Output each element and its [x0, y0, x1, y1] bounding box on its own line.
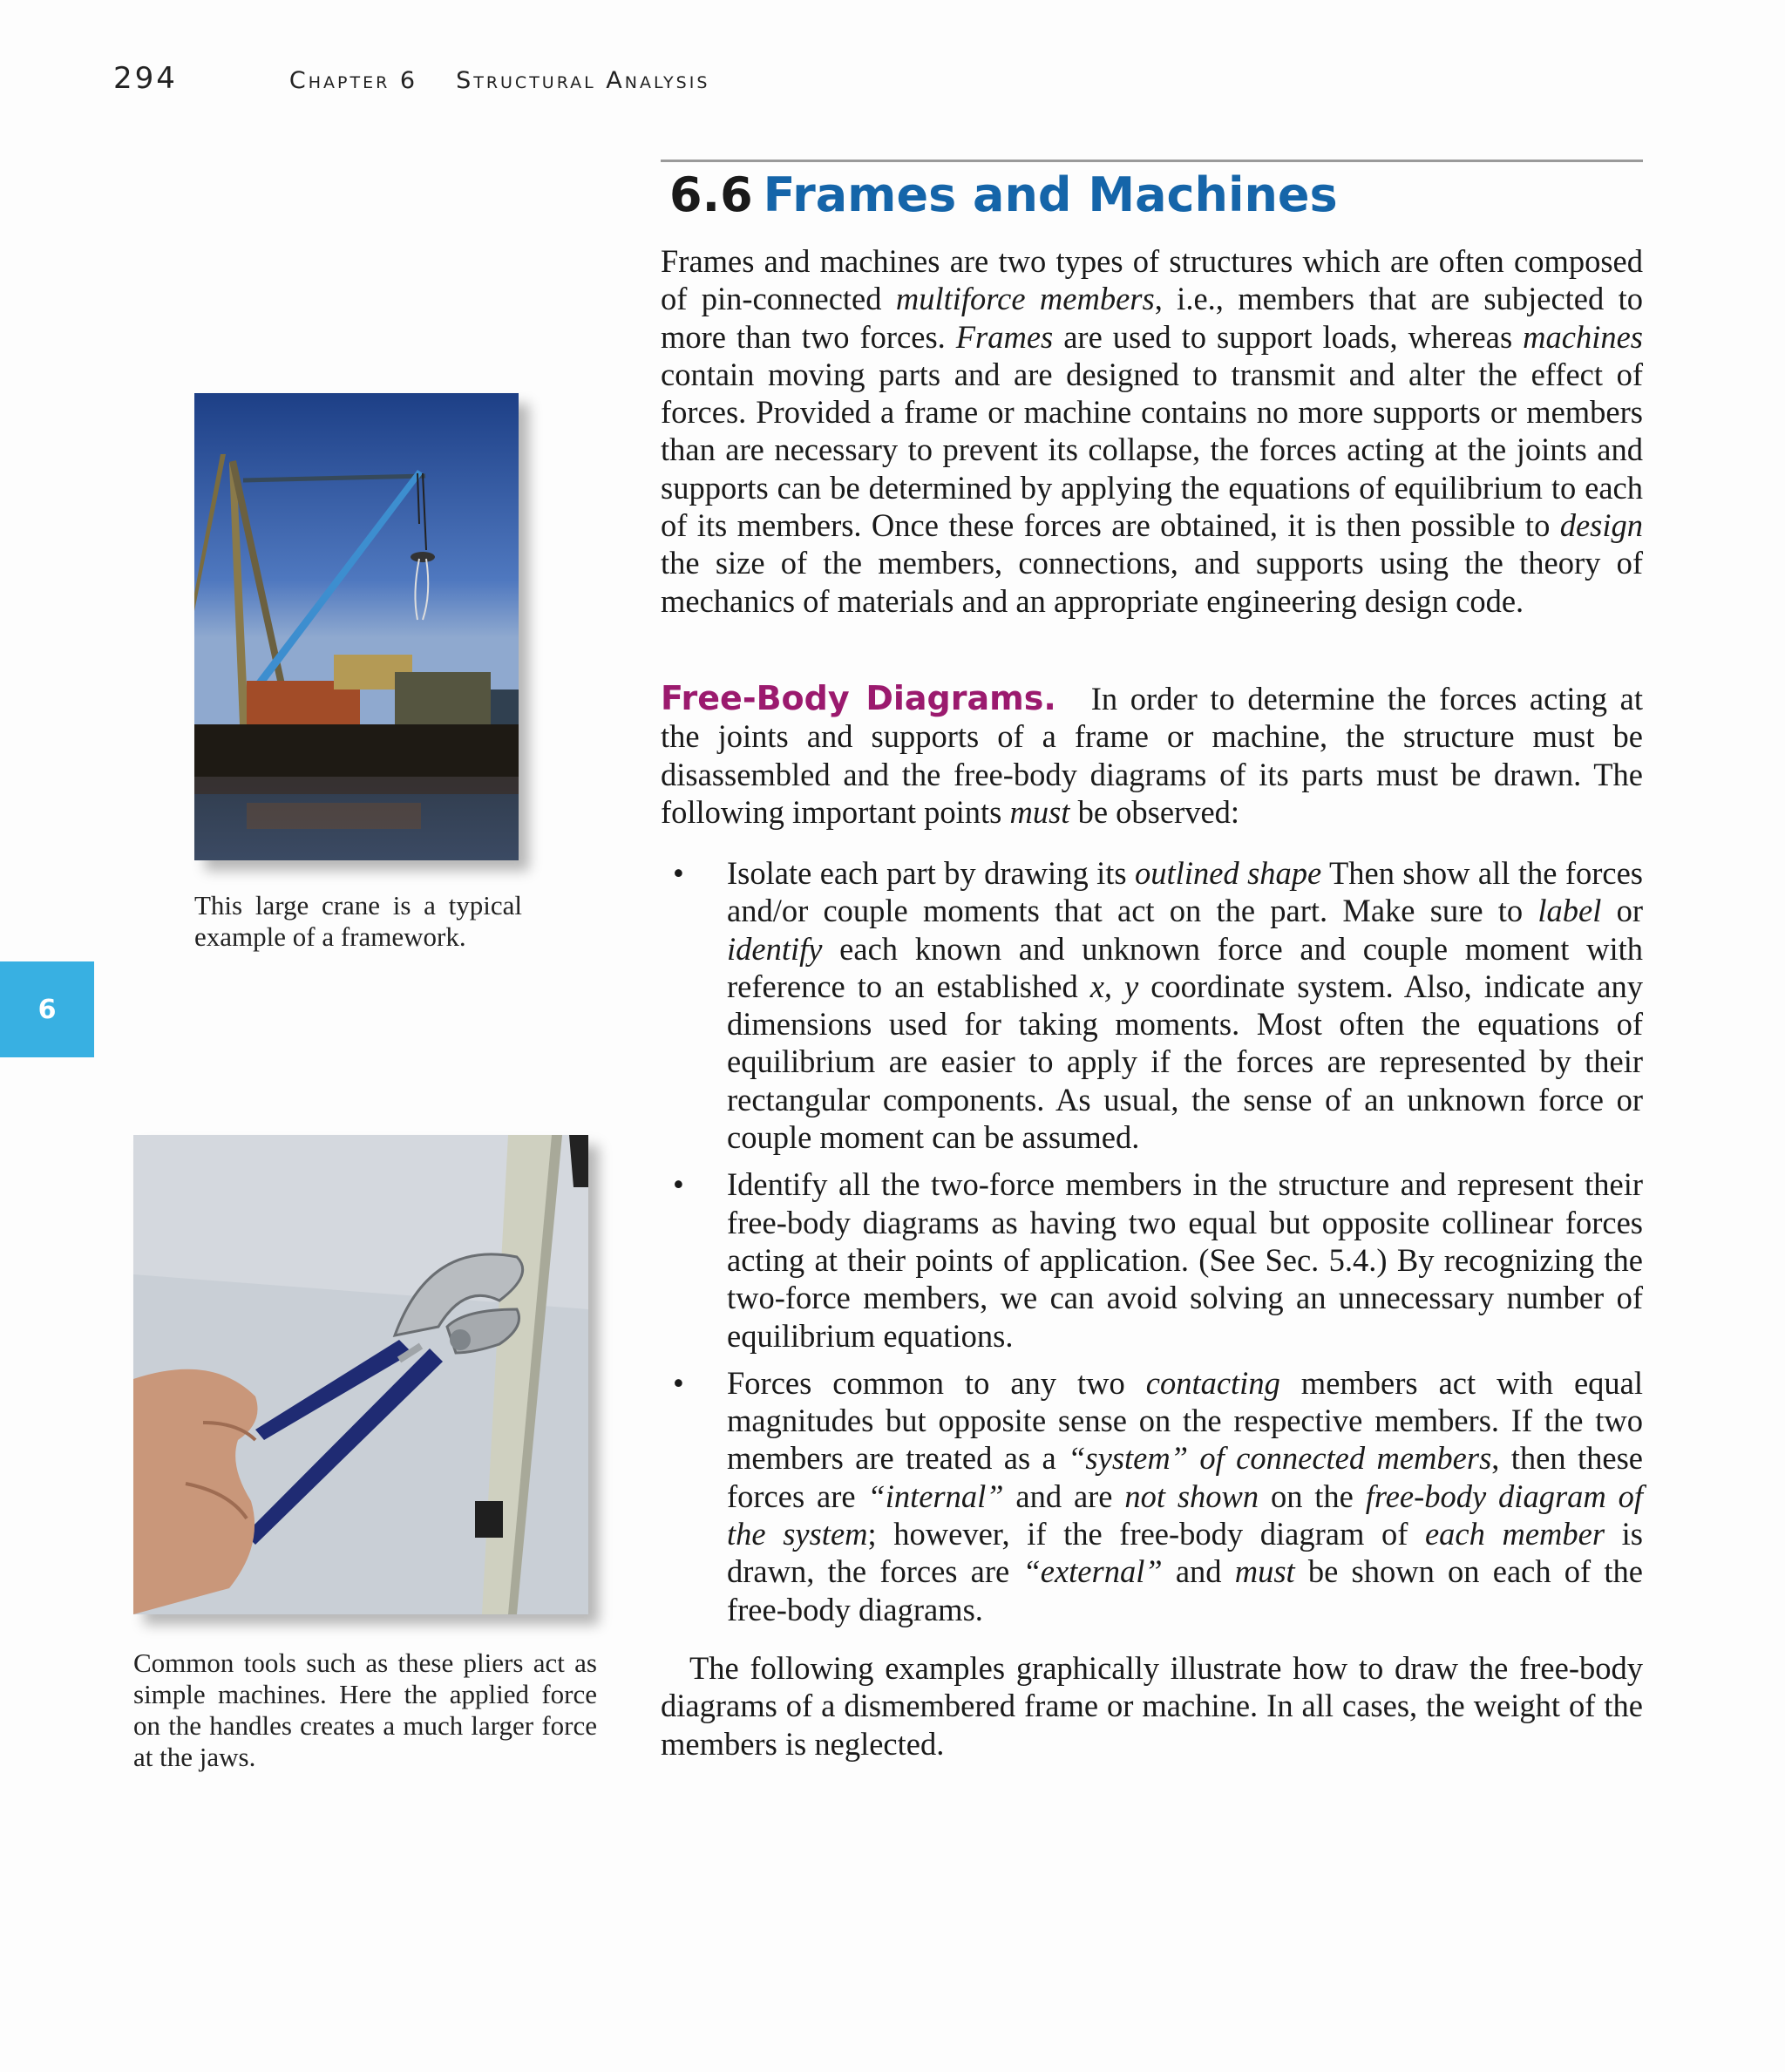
- pliers-caption: Common tools such as these pliers act as simple machines. Here the applied force on the handles creates a much larger force at the jaws.: [133, 1647, 597, 1772]
- emphasis: design: [1559, 507, 1643, 544]
- emphasis: machines: [1523, 318, 1643, 355]
- emphasis: multiforce members: [895, 281, 1155, 317]
- emphasis: Frames: [955, 318, 1054, 355]
- chapter-tab: 6: [0, 961, 94, 1057]
- crane-photo: [194, 393, 519, 860]
- bullet-item: • Identify all the two-force members in the structure and represent their free-body diagrams as having two equal but opposite collinear forces acting at their points of application. (See Sec. 5.4.) By recognizing the two-force members, we can avoid solving an unnecessary number of equilibrium equations.: [661, 1165, 1643, 1354]
- intro-paragraph: Frames and machines are two types of structures which are often composed of pin-connected multiforce members, i.e., members that are subjected to more than two forces. Frames are used to support loads, whereas machines contain moving parts and are designed to transmit and alter the effect of forces. Provided a frame or machine contains no more supports or members than are necessary to prevent its collapse, the forces acting at the joints and supports can be determined by applying the equations of equilibrium to each of its members. Once these forces are obtained, it is then possible to design the size of the members, connections, and supports using the theory of mechanics of materials and an appropriate engineering design code.: [661, 243, 1643, 619]
- closing-paragraph: The following examples graphically illustrate how to draw the free-body diagrams of a dismembered frame or machine. In all cases, the weight of the members is neglected.: [661, 1650, 1643, 1762]
- emphasis: must: [1009, 793, 1070, 830]
- chapter-label: Chapter 6: [288, 67, 418, 94]
- bullet-item: • Forces common to any two contacting members act with equal magnitudes but opposite sense on the respective members. If the two members are treated as a “system” of connected members, then these forces are “internal” and are not shown on the free-body diagram of the system; however, if the free-body diagram of each member is drawn, the forces are “external” and must be shown on each of the free-body diagrams.: [661, 1364, 1643, 1628]
- crane-caption: This large crane is a typical example of a framework.: [194, 890, 522, 952]
- bullet-dot: •: [673, 855, 684, 891]
- fbd-heading: Free-Body Diagrams.: [661, 679, 1056, 717]
- bullet-dot: •: [673, 1364, 684, 1401]
- section-number: 6.6: [669, 167, 753, 222]
- page-number: 294: [113, 61, 178, 96]
- section-rule: [661, 160, 1643, 162]
- running-header: [113, 61, 709, 96]
- pliers-photo: [133, 1135, 588, 1614]
- section-title: Frames and Machines: [763, 167, 1338, 222]
- bullet-item: • Isolate each part by drawing its outlined shape Then show all the forces and/or couple moments that act on the part. Make sure to label or identify each known and unknown force and couple moment with reference to an established x, y coordinate system. Also, indicate any dimensions used for taking moments. Most often the equations of equilibrium are easier to apply if the forces are represented by their rectangular components. As usual, the sense of an unknown force or couple moment can be assumed.: [661, 854, 1643, 1156]
- bullet-list: [661, 854, 1643, 1638]
- bullet-dot: •: [673, 1166, 684, 1203]
- chapter-title: Structural Analysis: [456, 67, 710, 94]
- fbd-paragraph: Free-Body Diagrams. In order to determine the forces acting at the joints and supports of a frame or machine, the structure must be disassembled and the free-body diagrams of its parts must be drawn. The following important points must be observed:: [661, 679, 1643, 830]
- section-heading: [669, 167, 1338, 222]
